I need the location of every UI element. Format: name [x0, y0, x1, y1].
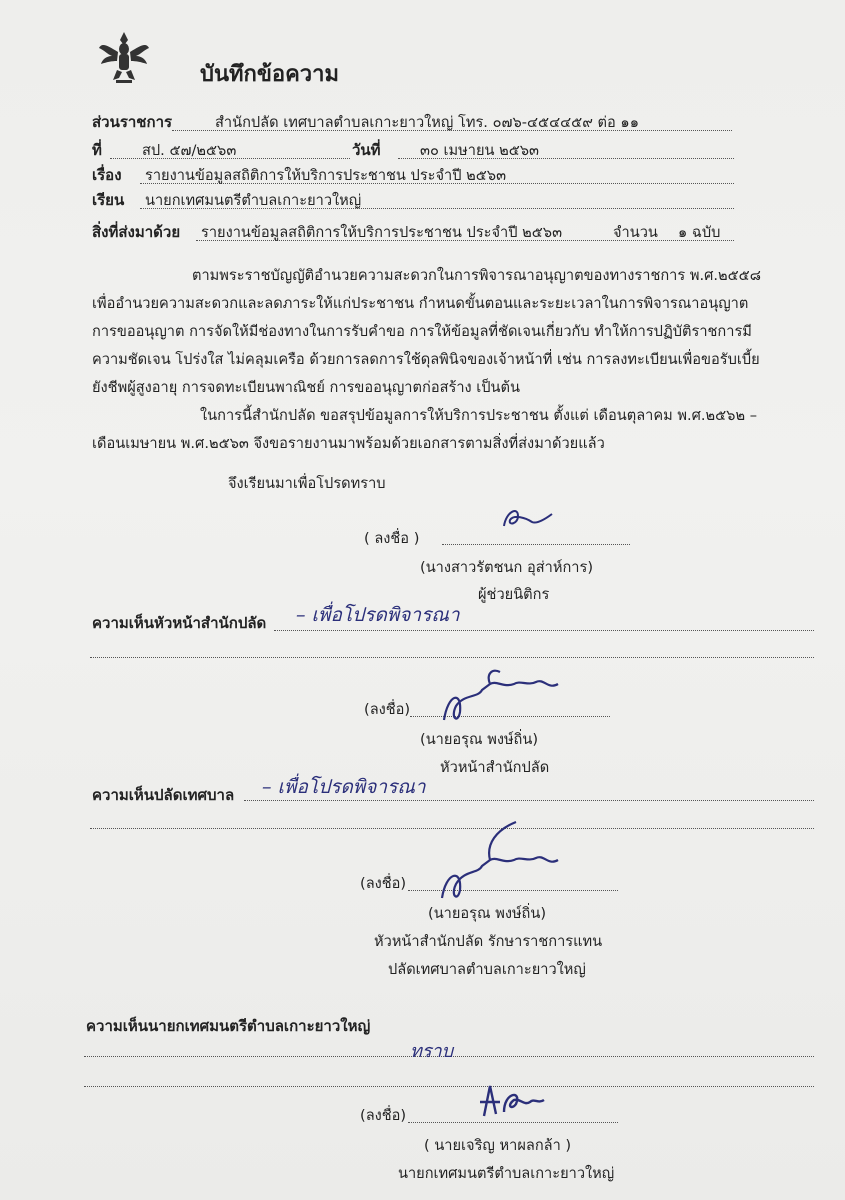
agency-value: สำนักปลัด เทศบาลตำบลเกาะยาวใหญ่ โทร. ๐๗๖-๔๕๔๔๕๙ ต่อ ๑๑ — [215, 114, 639, 131]
date-label: วันที่ — [352, 141, 381, 159]
body-line-2: เพื่ออำนวยความสะดวกและลดภาระให้แก่ประชาชน กำหนดขั้นตอนและระยะเวลาในการพิจารณาอนุญาต — [92, 295, 749, 312]
to-value: นายกเทศมนตรีตำบลเกาะยาวใหญ่ — [145, 192, 362, 209]
opinion1-label: ความเห็นหัวหน้าสำนักปลัด — [92, 614, 267, 632]
opinion3-handwritten: ทราบ — [410, 1041, 454, 1062]
opinion1-signature-icon — [420, 654, 570, 738]
body-line-4: ความชัดเจน โปร่งใส ไม่คลุมเครือ ด้วยการลดการใช้ดุลพินิจของเจ้าหน้าที่ เช่น การลงทะเบียนเพื่อขอรับเบี้ย — [92, 351, 760, 368]
signer1-sign-dots — [442, 544, 630, 545]
opinion1-position: หัวหน้าสำนักปลัด — [440, 759, 550, 776]
subject-label: เรื่อง — [92, 166, 122, 184]
page-title: บันทึกข้อความ — [200, 62, 340, 87]
opinion2-position-1: หัวหน้าสำนักปลัด รักษาราชการแทน — [374, 933, 603, 950]
subject-value: รายงานข้อมูลสถิติการให้บริการประชาชน ประจำปี ๒๕๖๓ — [145, 167, 507, 184]
opinion1-sign-label: (ลงชื่อ) — [364, 701, 411, 718]
ref-label: ที่ — [92, 141, 102, 159]
opinion3-position: นายกเทศมนตรีตำบลเกาะยาวใหญ่ — [398, 1165, 615, 1182]
body-line-6: ในการนี้สำนักปลัด ขอสรุปข้อมูลการให้บริการประชาชน ตั้งแต่ เดือนตุลาคม พ.ศ.๒๕๖๒ – — [200, 407, 757, 424]
body-line-5: ยังชีพผู้สูงอายุ การจดทะเบียนพาณิชย์ การขออนุญาตก่อสร้าง เป็นต้น — [92, 379, 520, 396]
body-line-3: การขออนุญาต การจัดให้มีช่องทางในการรับคำขอ การให้ข้อมูลที่ชัดเจนเกี่ยวกับ ทำให้การปฏิบัติราชการมี — [92, 323, 752, 340]
opinion3-sign-label: (ลงชื่อ) — [360, 1107, 407, 1124]
qty-value: ๑ ฉบับ — [678, 224, 721, 241]
body-line-1: ตามพระราชบัญญัติอำนวยความสะดวกในการพิจารณาอนุญาตของทางราชการ พ.ศ.๒๕๕๘ — [192, 267, 761, 284]
ref-value: สป. ๕๗/๒๕๖๓ — [142, 142, 237, 159]
to-label: เรียน — [92, 191, 125, 209]
opinion2-label: ความเห็นปลัดเทศบาล — [92, 786, 235, 804]
opinion2-signature-icon — [420, 820, 570, 914]
opinion1-name: (นายอรุณ พงษ์ถิ่น) — [420, 731, 539, 748]
closing-text: จึงเรียนมาเพื่อโปรดทราบ — [228, 475, 386, 492]
opinion3-dots-2 — [84, 1086, 814, 1087]
date-value: ๓๐ เมษายน ๒๕๖๓ — [420, 142, 540, 159]
opinion2-position-2: ปลัดเทศบาลตำบลเกาะยาวใหญ่ — [388, 961, 586, 978]
opinion2-name: (นายอรุณ พงษ์ถิ่น) — [428, 905, 547, 922]
opinion3-signature-icon — [470, 1076, 560, 1130]
signer1-name: (นางสาวรัตชนก อุส่าห์การ) — [420, 559, 594, 576]
opinion3-label: ความเห็นนายกเทศมนตรีตำบลเกาะยาวใหญ่ — [86, 1017, 371, 1035]
opinion2-sign-label: (ลงชื่อ) — [360, 875, 407, 892]
opinion1-dots-1 — [274, 630, 814, 631]
attach-label: สิ่งที่ส่งมาด้วย — [92, 223, 181, 241]
garuda-emblem-icon — [98, 30, 150, 84]
signer1-signature-icon — [496, 500, 566, 540]
agency-label: ส่วนราชการ — [92, 113, 173, 131]
opinion3-name: ( นายเจริญ หาผลกล้า ) — [424, 1137, 572, 1154]
opinion1-handwritten: – เพื่อโปรดพิจารณา — [296, 604, 460, 626]
body-line-7: เดือนเมษายน พ.ศ.๒๕๖๓ จึงขอรายงานมาพร้อมด้วยเอกสารตามสิ่งที่ส่งมาด้วยแล้ว — [92, 435, 605, 452]
signer1-sign-label: ( ลงชื่อ ) — [364, 530, 420, 547]
qty-label: จำนวน — [613, 224, 658, 241]
signer1-position: ผู้ช่วยนิติกร — [478, 586, 550, 603]
attach-value: รายงานข้อมูลสถิติการให้บริการประชาชน ประจำปี ๒๕๖๓ — [201, 224, 563, 241]
opinion2-handwritten: – เพื่อโปรดพิจารณา — [262, 776, 426, 798]
